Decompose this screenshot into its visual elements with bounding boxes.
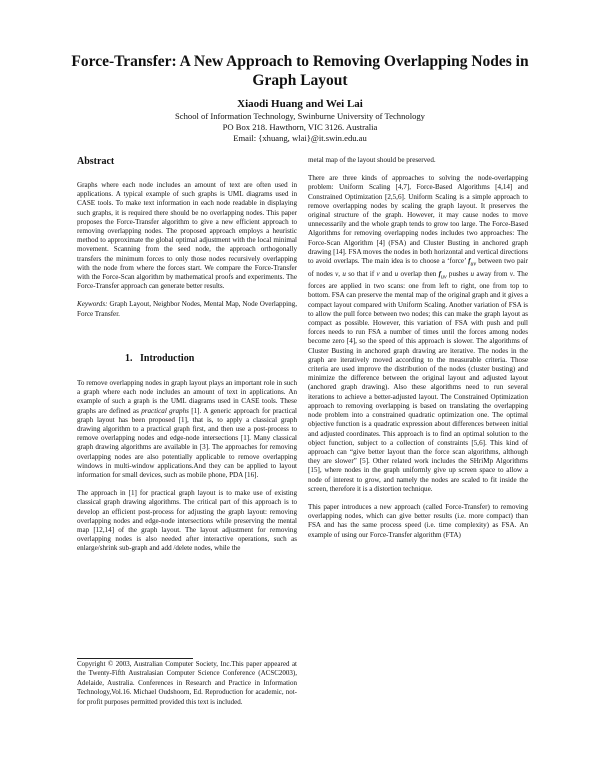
- keywords-text: Graph Layout, Neighbor Nodes, Mental Map, Node Overlapping, Force Transfer.: [77, 300, 297, 318]
- fsa-text-a: There are three kinds of approaches to solving the node-overlapping problem: Uniform Scaling [4,7], Force-Based Algorithms [4,14] and Constrained Optimization [2,5,6]. Uniform Scaling is a simple approach to remove overlapping nodes by scaling the graph layout. It preserves the original structure of the graph. However, it may cause nodes to move unnecessarily and the whole graph tends to grow too large. The Force-Based Algorithms for removing overlapping nodes includes two approaches: The Force-Scan Algorithm [4] (FSA) and Cluster Busting in anchored graph drawing [14]. FSA moves the nodes in both horizontal and vertical directions to avoid overlaps. The main idea is to choose a ‘force’: [308, 174, 528, 266]
- affiliation-line-2: PO Box 218. Hawthorn, VIC 3126. Australia: [222, 122, 378, 132]
- author-block: [100, 97, 500, 144]
- intro-paragraph-2: The approach in [1] for practical graph layout is to make use of existing classical graph drawing algorithms. The critical part of this approach is to develop an efficient post-process for adjusting the graph layout: removing overlapping nodes and edge-node intersections while preserving the mental map [12,14] of the graph layout. The layout adjustment for removing overlapping nodes is also needed after interactive operations, such as enlarge/shrink sub-graph and add /delete nodes, while the: [77, 489, 297, 553]
- intro-p1-part-b: [1]. A generic approach for practical graph layout has been proposed [1], that is, to apply a classical graph drawing algorithm to a practical graph first, and then use a post-process to remove overlapping nodes and edge-node intersections [1]. Many classical graph drawing algorithms are available in [3]. The approaches for removing overlapping nodes are also potentially applicable to remove overlapping windows in multi-window applications.And they can be applied to layout information for small devices, such as mobile phone, PDA [16].: [77, 406, 297, 480]
- author-email: Email: {xhuang, wlai}@it.swin.edu.au: [233, 133, 367, 143]
- var-u-1: u: [342, 269, 346, 278]
- abstract-heading: Abstract: [77, 156, 115, 167]
- var-u-2: u: [394, 269, 399, 278]
- fsa-text-b: between two pair of nodes: [308, 257, 528, 278]
- intro-paragraph-1: [77, 379, 297, 480]
- var-v-2: v: [376, 269, 380, 278]
- force-subscript: uv: [470, 261, 477, 268]
- keywords-label: Keywords:: [77, 300, 108, 309]
- introduction-heading: 1. Introduction: [125, 353, 195, 364]
- force-symbol-2: [438, 269, 447, 281]
- intro-p1-part-a: To remove overlapping nodes in graph layout plays an important role in such a graph where each node includes an amount of text in applications. An example of such a graph is the UML diagrams used in CASE tools. These graphs are defined as: [77, 379, 297, 415]
- keywords-line: [77, 300, 297, 318]
- right-column-body: [308, 156, 528, 540]
- practical-graphs-term: practical graphs: [141, 406, 189, 415]
- fsa-text-g: pushes: [446, 269, 471, 278]
- force-symbol-f: f: [468, 257, 471, 266]
- footnote-rule: [77, 658, 193, 659]
- author-names: Xiaodi Huang and Wei Lai: [237, 98, 363, 110]
- var-v-1: v: [335, 269, 339, 278]
- fsa-text-e: and: [379, 269, 395, 278]
- var-u-3: u: [470, 269, 475, 278]
- abstract-text: Graphs where each node includes an amount of text are often used in applications. A typical example of such graphs is UML diagrams used in CASE tools. To make text information in each node readable in displaying such graphs, it is required there should be no overlapping nodes. This paper proposes the Force-Transfer algorithm to give a new efficient approach to removing overlapping nodes. The proposed approach employs a heuristic method to approximate the global optimal adjustment with the local minimal movement. Scanning from the seed node, the approach orthogonally transfers the minimum forces to only those nodes recursively overlapping with the node from where the forces start. We compare the Force-Transfer with the Force-Scan algorithm by mathematical proofs and experiments. The Force-Transfer approach can generate better results.: [77, 181, 297, 291]
- affiliation-line-1: School of Information Technology, Swinburne University of Technology: [175, 111, 425, 121]
- force-symbol-f-2: f: [438, 269, 441, 278]
- right-paragraph-1: [308, 174, 528, 494]
- right-paragraph-0: metal map of the layout should be preserved.: [308, 156, 436, 164]
- force-subscript-2: uv: [441, 274, 447, 281]
- var-v-3: v: [509, 269, 513, 278]
- right-paragraph-2: This paper introduces a new approach (called Force-Transfer) to removing overlapping nodes, which can give better results (i.e. more compact) than FSA and has the same process speed (i.e. time complexity) as FSA. An example of using our Force-Transfer algorithm (FTA): [308, 502, 528, 539]
- paper-title: Force-Transfer: A New Approach to Removing Overlapping Nodes in Graph Layout: [71, 53, 529, 89]
- fsa-text-f: overlap then: [398, 269, 439, 278]
- abstract-body: [77, 181, 297, 319]
- copyright-notice: Copyright © 2003, Australian Computer Society, Inc.This paper appeared at the Twenty-Fifth Australasian Computer Science Conference (ACSC2003), Adelaide, Australia. Conferences in Research and Practice in Information Technology,Vol.16. Michael Oudshoorn, Ed. Reproduction for academic, not-for profit purposes permitted provided this text is included.: [77, 660, 297, 706]
- fsa-text-h: away from: [474, 269, 510, 278]
- fsa-text-i: . The forces are applied in two scans: one from left to right, one from top to bottom. FSA can preserve the mental map of the original graph and it gives a compact layout compared with Uniform Scaling. Another variation of FSA is to allow the pull force between two nodes; this can make the graph layout as compact as possible. However, this variation of FSA with push and pull forces needs to run FSA a number of times until the forces among nodes become zero [4], so the speed of this approach is slower. The algorithms of Cluster Busting in anchored graph drawing are iterative. The nodes in the graph are iteratively moved according to the measurable criteria. Those criteria are used improve the distribution of the nodes (cluster busting) and minimize the difference between the original layout and adjusted layout (anchored graph drawing). Also these algorithms need to run several iterations to achieve a better-adjusted layout. The Constrained Optimization approach to removing overlapping is based on translating the overlapping node problem into a constrained quadratic optimization one. The optimal objective function is a quadratic expression about differences between initial and adjusted coordinates. This approach is to find an optimal solution to the object function, subject to a collection of constraints [5,6]. This kind of approach can “give better layout than the force scan algorithms, although they are slower” [5]. Other related work includes the SHriMp Algorithms [15], where nodes in the graph uniformly give up screen space to allow a node of interest to grow, and namely the nodes are scaled to fit inside the screen, therefore it is a distortion technique.: [308, 269, 529, 493]
- fsa-text-c: ,: [338, 269, 343, 278]
- force-symbol: [468, 257, 477, 268]
- introduction-body: [77, 379, 297, 554]
- fsa-text-d: so that if: [345, 269, 377, 278]
